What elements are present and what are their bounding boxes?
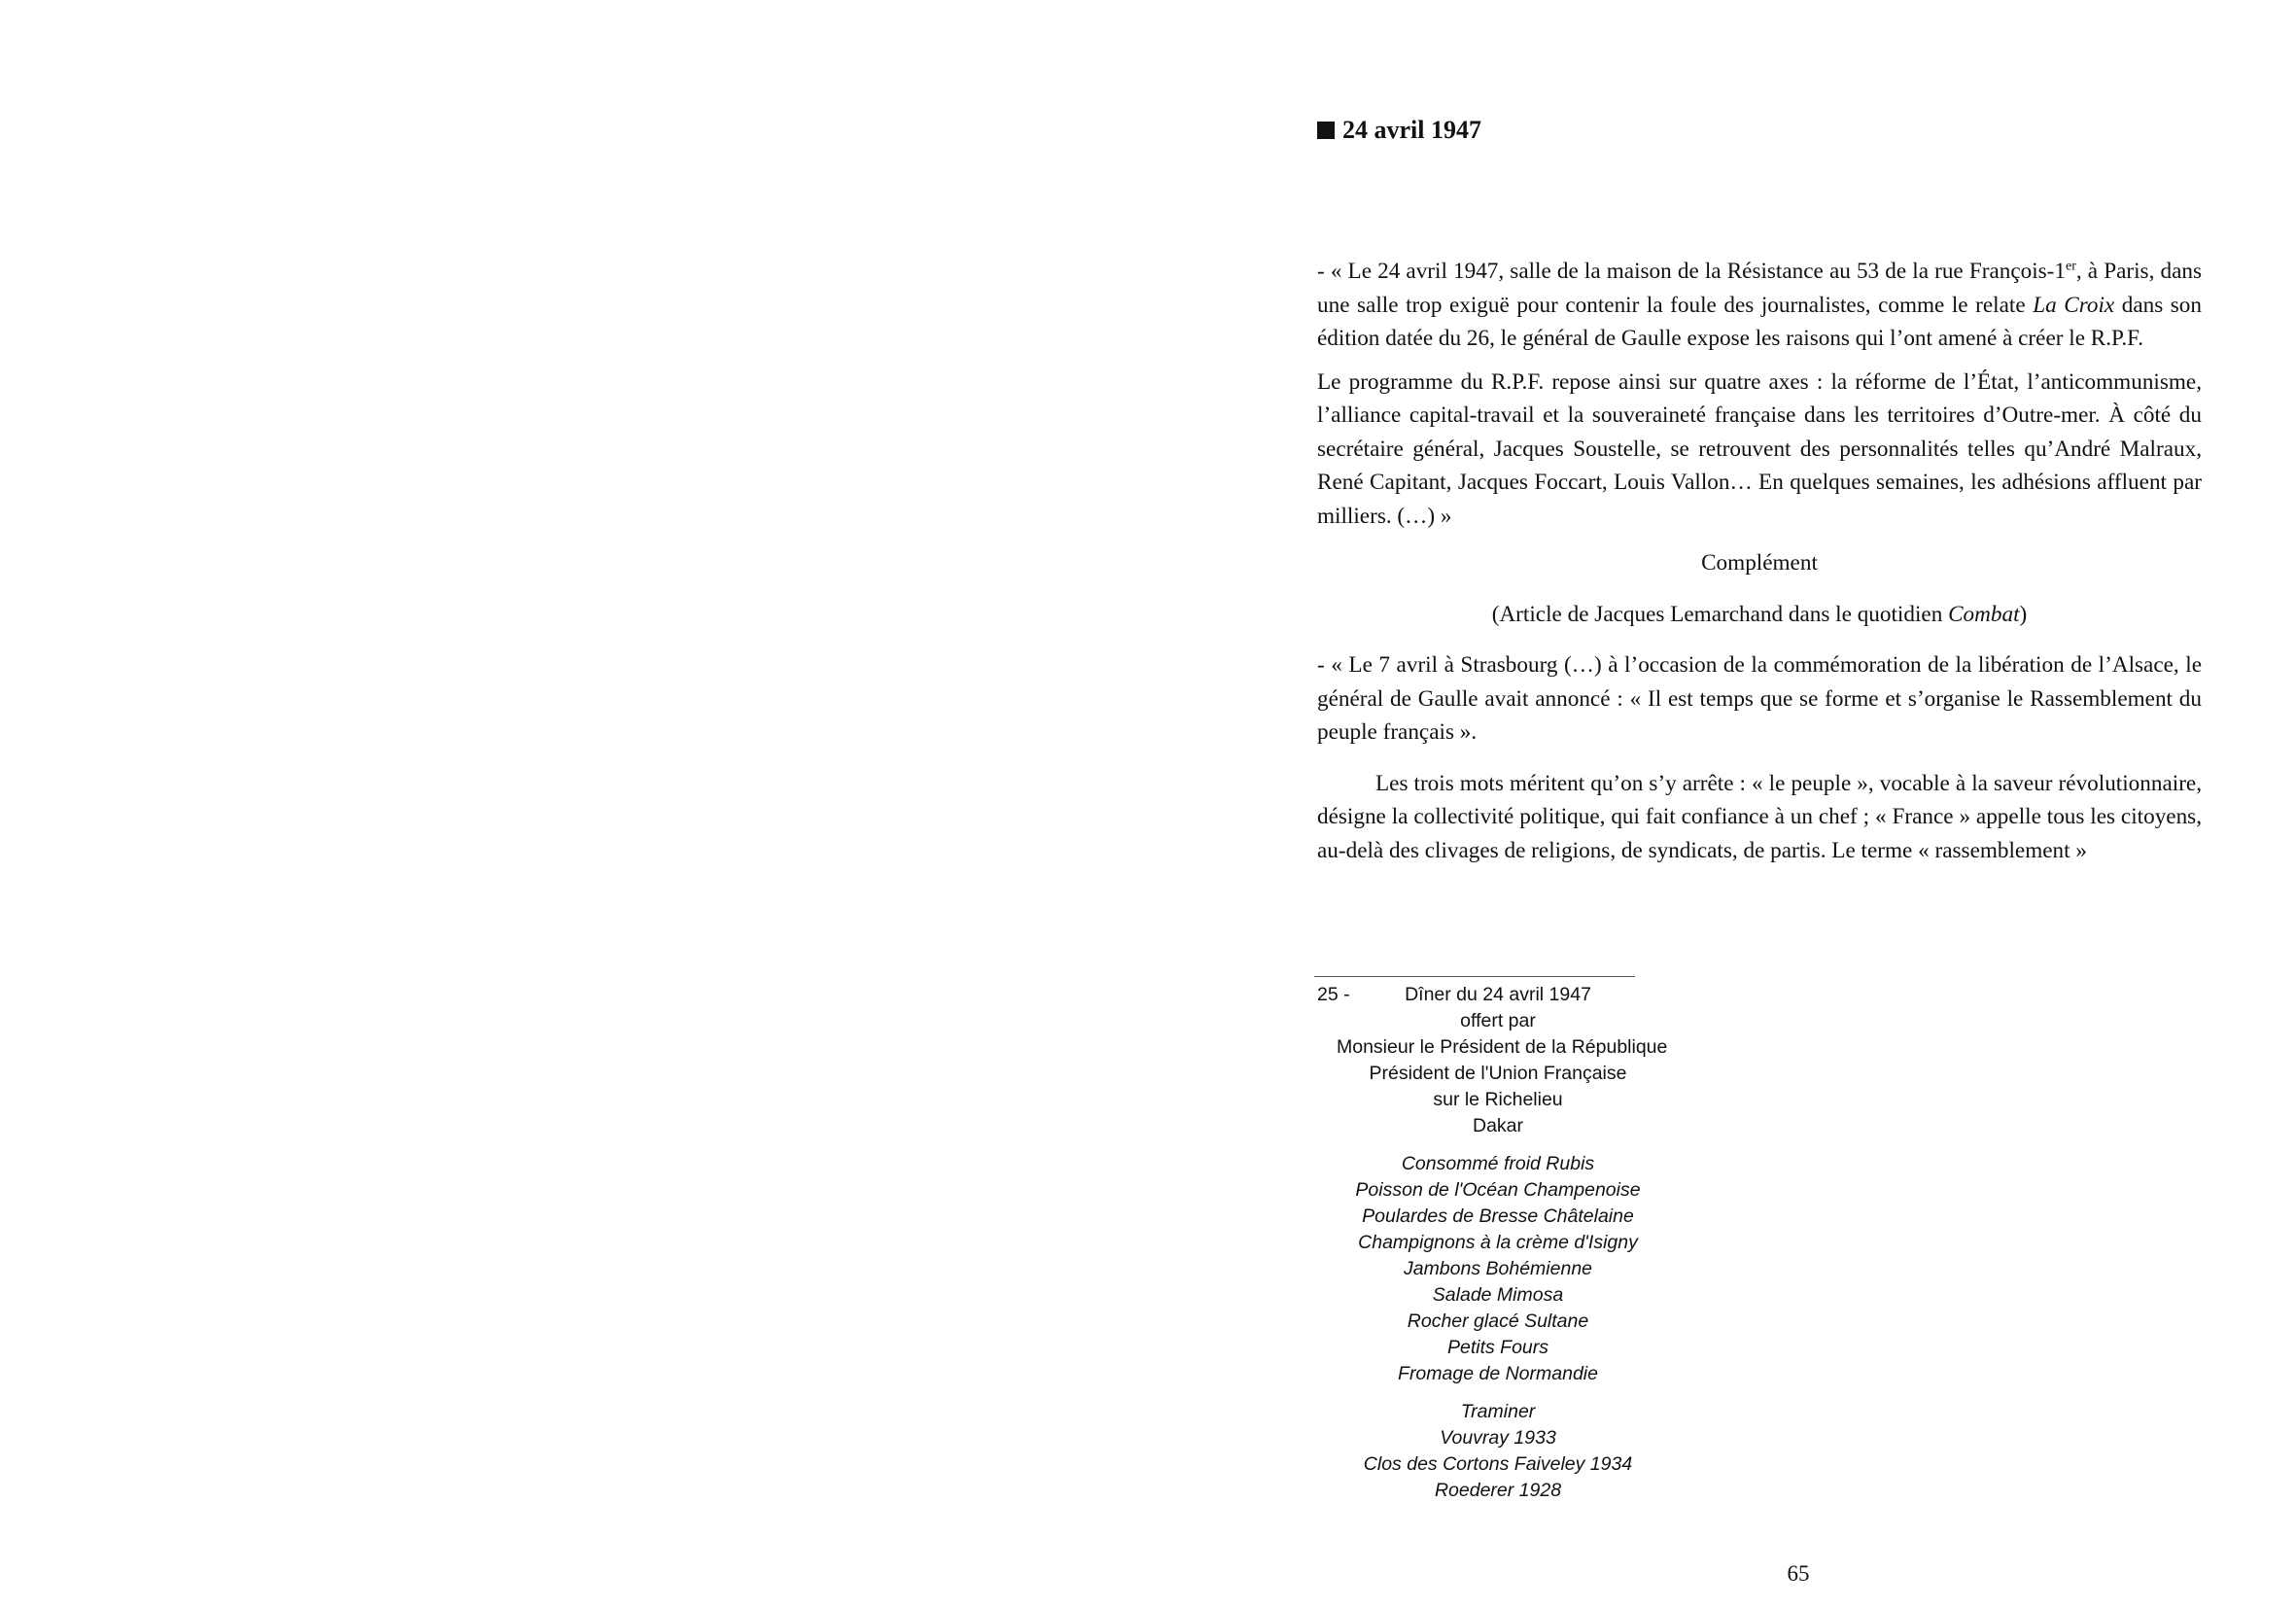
article-source: (Article de Jacques Lemarchand dans le quotidien Combat) — [1491, 601, 2028, 627]
paragraph-4: Les trois mots méritent qu’on s’y arrête : « le peuple », vocable à la saveur révolutionnaire, désigne la collectivité politique, qui fait confiance à un chef ; « France » appelle tous les citoyens, au-delà des clivages de religions, de syndicats, de partis. Le terme « rassemblement » — [1317, 770, 2202, 863]
menu-wine: Clos des Cortons Faiveley 1934 — [1363, 1453, 1633, 1475]
menu-dish: Petits Fours — [1446, 1337, 1549, 1358]
menu-line: Président de l'Union Française — [1369, 1063, 1627, 1084]
paragraph-2: Le programme du R.P.F. repose ainsi sur quatre axes : la réforme de l’État, l’anticommunisme, l’alliance capital-travail et la souveraineté française dans les territoires d’Outre-mer. À côté du secrétaire général, Jacques Soustelle, se retrouvent des personnalités telles qu’André Malraux, René Capitant, Jacques Foccart, Louis Vallon… En quelques semaines, les adhésions affluent par milliers. (…) » — [1317, 368, 2202, 529]
page-number: 65 — [1787, 1561, 1810, 1586]
footnote-number: 25 - — [1317, 984, 1350, 1005]
paragraph-1: - « Le 24 avril 1947, salle de la maison de la Résistance au 53 de la rue François-1er, à Paris, dans une salle trop exiguë pour contenir la foule des journalistes, comme le relate La Croix dans son édition datée du 26, le général de Gaulle expose les raisons qui l’ont amené à créer le R.P.F. — [1317, 259, 2202, 351]
body-text — [1317, 255, 2202, 877]
black-square-icon — [1317, 122, 1335, 139]
menu-wine: Vouvray 1933 — [1440, 1427, 1556, 1449]
menu-line: Monsieur le Président de la République — [1337, 1036, 1668, 1058]
menu-line: Dakar — [1472, 1115, 1524, 1136]
menu-dish: Salade Mimosa — [1432, 1284, 1564, 1306]
menu-wine: Traminer — [1460, 1401, 1536, 1422]
right-page — [1317, 0, 2202, 1607]
menu-dish: Champignons à la crème d'Isigny — [1358, 1232, 1638, 1253]
menu-dish: Rocher glacé Sultane — [1407, 1310, 1589, 1332]
menu-dish: Fromage de Normandie — [1398, 1363, 1598, 1384]
menu-dish: Poisson de l'Océan Champenoise — [1355, 1179, 1641, 1201]
paragraph-3: - « Le 7 avril à Strasbourg (…) à l’occasion de la commémoration de la libération de l’Alsace, le général de Gaulle avait annoncé : « Il est temps que se forme et s’organise le Rassemblement du peuple français ». — [1317, 652, 2202, 745]
menu-dish: Jambons Bohémienne — [1403, 1258, 1593, 1279]
complement-title: Complément — [1701, 550, 1818, 576]
menu-dish: Poulardes de Bresse Châtelaine — [1362, 1205, 1634, 1227]
menu-line: Dîner du 24 avril 1947 — [1405, 984, 1591, 1005]
section-heading: 24 avril 1947 — [1317, 114, 1481, 147]
menu-wine: Roederer 1928 — [1434, 1480, 1562, 1501]
footnote-rule — [1314, 976, 1635, 977]
menu-line: sur le Richelieu — [1433, 1089, 1563, 1110]
dinner-menu — [1337, 982, 1668, 1504]
menu-line: offert par — [1460, 1010, 1536, 1031]
menu-dish: Consommé froid Rubis — [1401, 1153, 1595, 1174]
